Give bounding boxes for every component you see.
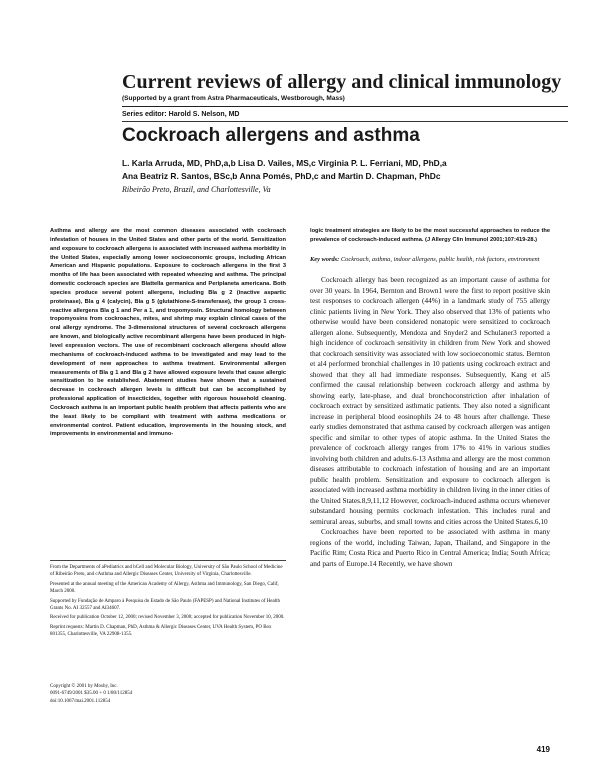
doi-line: doi:10.1067/mai.2001.112854 [50,698,111,704]
footnote-reprints: Reprint requests: Martin D. Chapman, PhD, Asthma & Allergic Diseases Center, UVA Health System, PO Box 801355, Charlottesville, VA 22908-1355. [50,624,272,638]
copyright-line: Copyright © 2001 by Mosby, Inc. [50,684,118,689]
paragraph: Cockroach allergy has been recognized as an important cause of asthma for over 30 years. In 1964, Bernton and Brown1 were the first to report positive skin test responses to cockroach allergen (44%) in a landmark study of 755 allergy clinic patients living in New York. They also observed that 13% of patients who otherwise would have been considered nonatopic were sensitized to cockroach allergen alone. Subsequently, Mendoza and Snyder2 and Schulaner3 reported a high incidence of cockroach sensitivity in children from New York and showed that cockroach sensitivity was associated with low socioeconomic status. Bernton et al4 performed bronchial challenges in 10 patients using cockroach extract and showed that they all had immediate responses. Subsequently, Kang et al5 confirmed the causal relationship between cockroach allergy and asthma by showing early, late-phase, and dual bronchoconstriction after inhalation of cockroach extract by sensitized asthmatic patients. They also noted a significant increase in peripheral blood eosinophils 24 to 48 hours after challenge. These early studies demonstrated that asthma caused by cockroach allergen was antigen specific and similar to other types of atopic asthma. In the United States the prevalence of cockroach allergy ranges from 17% to 41% in various studies involving both children and adults.6-13 Asthma and allergy are the most common diseases attributable to cockroach infestation of housing and are an important public health problem. Sensitization and exposure to cockroach allergen is associated with increased asthma morbidity in children living in the inner cities of the United States.8,9,11,12 However, cockroach-induced asthma occurs whenever substandard housing permits cockroach infestation. This includes rural and semirural areas, suburbs, and small towns and cities across the United States.6,10 [310,275,550,526]
copyright-block [50,683,286,705]
footnotes [50,564,286,641]
body-text [310,275,550,569]
paragraph: Cockroaches have been reported to be associated with asthma in many regions of the world, including Taiwan, Japan, Thailand, and Singapore in the Pacific Rim; Costa Rica and Puerto Rico in Central America; India; South Africa; and parts of Europe.14 Recently, we have shown [310,527,550,568]
author: Ana Beatriz R. Santos, BSc,b [122,171,238,181]
series-sponsor: (Supported by a grant from Astra Pharmaceuticals, Westborough, Mass) [122,95,345,102]
page-number: 419 [536,745,550,754]
author: Virginia P. L. Ferriani, MD, PhD,a [318,158,447,168]
author: L. Karla Arruda, MD, PhD,a,b [122,158,236,168]
author-list [122,157,562,183]
keywords-label: Key words: [310,256,340,263]
keywords-text: Cockroach, asthma, indoor allergens, public health, risk factors, environment [340,256,540,263]
issn-line: 0091-6749/2001 $35.00 + 0 1/80/112854 [50,691,133,697]
title-rule [122,121,568,122]
footnote-presented: Presented at the annual meeting of the American Academy of Allergy, Asthma and Immunology, San Diego, Calif, March 2000. [50,581,279,595]
footnote-affiliations: From the Departments of aPediatrics and bCell and Molecular Biology, University of São Paulo School of Medicine of Ribeirão Preto, and cAsthma and Allergic Diseases Center, University of Virginia, Charlottesville. [50,565,283,578]
series-title: Current reviews of allergy and clinical immunology [122,71,562,93]
author: and Martin D. Chapman, PhDc [320,171,441,181]
author: Anna Pomés, PhD,c [239,171,319,181]
article-title: Cockroach allergens and asthma [122,125,420,146]
footnote-rule [50,560,286,561]
abstract-column-right: logic treatment strategies are likely to be the most successful approaches to reduce the prevalence of cockroach-induced asthma. (J Allergy Clin Immunol 2001;107:419-28.) [310,228,550,243]
series-editor: Series editor: Harold S. Nelson, MD [122,111,240,118]
affiliation-location: Ribeirão Preto, Brazil, and Charlottesville, Va [122,185,271,194]
abstract-column-left: Asthma and allergy are the most common diseases associated with cockroach infestation of houses in the United States and other parts of the world. Sensitization and exposure to cockroach allergens is associated with increased asthma morbidity in the United States, especially among lower socioeconomic groups, including African American and Hispanic populations. Exposure to cockroach allergens in the first 3 months of life has been associated with repeated wheezing and asthma. The principal domestic cockroach species are Blattella germanica and Periplaneta americana. Both species produce several potent allergens, including Bla g 2 (inactive aspartic proteinase), Bla g 4 (calycin), Bla g 5 (glutathione-S-transferase), the group 1 cross-reactive allergens Bla g 1 and Per a 1, and tropomyosin. Structural homology between tropomyosins from cockroaches, mites, and shrimp may explain clinical cases of the oral allergy syndrome. The 3-dimensional structures of several cockroach allergens are known, and biologically active recombinant allergens have been produced in high-level expression vectors. The use of recombinant cockroach allergens should allow mechanisms of cockroach-induced asthma to be investigated and may lead to the development of new approaches to asthma treatment. Environmental allergen measurements of Bla g 1 and Bla g 2 have allowed exposure levels that cause allergic sensitization to be established. Abatement studies have shown that a sustained decrease in cockroach allergen levels is difficult but can be accomplished by professional application of insecticides, together with rigorous household cleaning. Cockroach asthma is an important public health problem that affects patients who are the least likely to be compliant with treatment with asthma medications or environmental control. Patient education, improvements in the housing stock, and improvements in environmental and immuno- [50,228,286,438]
header-rule [122,106,568,107]
footnote-funding: Supported by Fundação de Amparo à Pesquisa do Estado de São Paulo (FAPESP) and National Institutes of Health Grants No. AI 32557 and AI34607. [50,598,281,612]
author: Lisa D. Vailes, MS,c [238,158,316,168]
footnote-dates: Received for publication October 12, 2000; revised November 3, 2000; accepted for publication November 10, 2000. [50,615,285,621]
keywords [310,256,550,265]
